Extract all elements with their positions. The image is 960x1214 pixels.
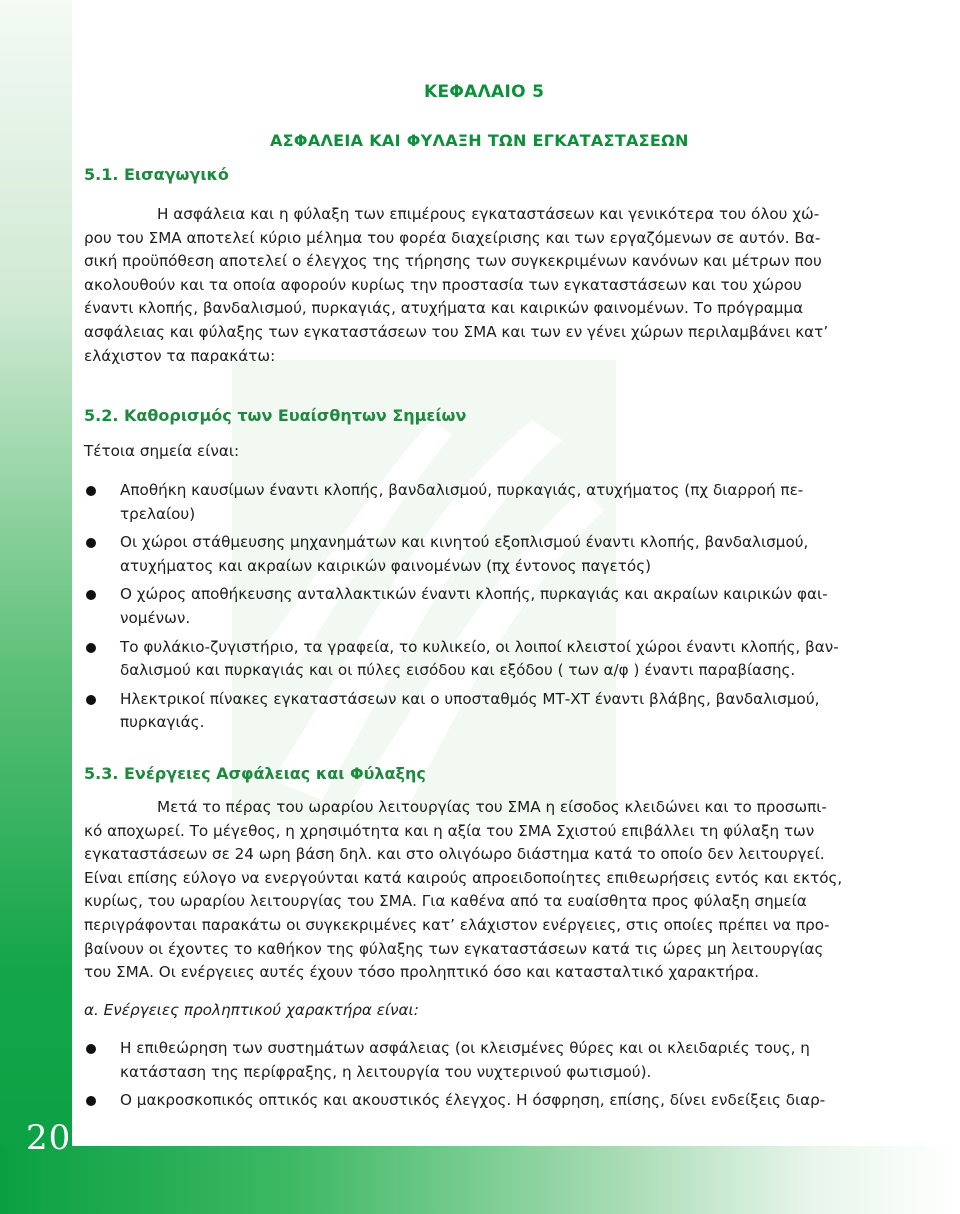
section-3-subheading: α. Ενέργειες προληπτικού χαρακτήρα είναι: [84, 1001, 419, 1019]
page-bottom-bar [0, 1146, 960, 1214]
bullet-icon [86, 590, 96, 600]
sensitive-points-list [84, 479, 880, 735]
list-item-line: κατάσταση της περίφραξης, η λειτουργία του νυχτερινού φωτισμού). [120, 1062, 652, 1081]
preventive-actions-list [84, 1037, 880, 1113]
list-item-line: Οι χώροι στάθμευσης μηχανημάτων και κινητού εξοπλισμού έναντι κλοπής, βανδαλισμού, [120, 533, 809, 552]
list-item-line: Ο χώρος αποθήκευσης ανταλλακτικών έναντι κλοπής, πυρκαγιάς και ακραίων καιρικών φαι- [120, 585, 828, 604]
list-item [84, 688, 880, 735]
paragraph-line: έναντι κλοπής, βανδαλισμού, πυρκαγιάς, ατυχήματα και καιρικών φαινομένων. Το πρόγραμμα [84, 299, 804, 318]
page-side-bar [0, 0, 72, 1214]
list-item [84, 636, 880, 683]
list-item-line: Το φυλάκιο-ζυγιστήριο, τα γραφεία, το κυλικείο, οι λοιποί κλειστοί χώροι έναντι κλοπής, βαν- [120, 637, 839, 656]
list-item [84, 531, 880, 578]
list-item [84, 583, 880, 630]
list-item-line: πυρκαγιάς. [120, 713, 205, 732]
chapter-title: ΑΣΦΑΛΕΙΑ ΚΑΙ ΦΥΛΑΞΗ ΤΩΝ ΕΓΚΑΤΑΣΤΑΣΕΩΝ [270, 131, 689, 150]
section-heading-5-1: 5.1. Εισαγωγικό [84, 165, 229, 184]
list-item-line: ατυχήματος και ακραίων καιρικών φαινομένων (πχ έντονος παγετός) [120, 556, 652, 575]
list-item-line: δαλισμού και πυρκαγιάς και οι πύλες εισόδου και εξόδου ( των α/φ ) έναντι παραβίασης. [120, 661, 796, 680]
list-item-line: Αποθήκη καυσίμων έναντι κλοπής, βανδαλισμού, πυρκαγιάς, ατυχήματος (πχ διαρροή πε- [120, 481, 804, 499]
paragraph-line: περιγράφονται παρακάτω οι συγκεκριμένες κατ’ ελάχιστον ενέργειες, στις οποίες πρέπει να προ- [84, 915, 830, 934]
paragraph-line: ακολουθούν και τα οποία αφορούν κυρίως την προστασία των εγκαταστάσεων και του χώρου [84, 275, 802, 294]
list-item-line: Ο μακροσκοπικός οπτικός και ακουστικός έλεγχος. Η όσφρηση, επίσης, δίνει ενδείξεις διαρ- [120, 1091, 826, 1110]
list-item-line: Η επιθεώρηση των συστημάτων ασφάλειας (οι κλεισμένες θύρες και οι κλειδαριές τους, η [120, 1039, 810, 1057]
section-heading-5-3: 5.3. Ενέργειες Ασφάλειας και Φύλαξης [84, 764, 426, 783]
bullet-icon [86, 486, 96, 496]
section-1-paragraph [84, 203, 880, 368]
section-heading-5-2: 5.2. Καθορισμός των Ευαίσθητων Σημείων [84, 406, 467, 425]
bullet-icon [86, 1096, 96, 1106]
bullet-icon [86, 643, 96, 653]
page-number: 20 [26, 1118, 72, 1158]
paragraph-line: Η ασφάλεια και η φύλαξη των επιμέρους εγκαταστάσεων και γενικότερα του όλου χώ- [157, 205, 820, 223]
list-item [84, 1037, 880, 1084]
paragraph-line: του ΣΜΑ. Οι ενέργειες αυτές έχουν τόσο προληπτικό όσο και κατασταλτικό χαρακτήρα. [84, 963, 760, 982]
list-item-line: νομένων. [120, 608, 191, 627]
paragraph-line: εγκαταστάσεων σε 24 ωρη βάση δηλ. και στο ολιγόωρο διάστημα κατά το οποίο δεν λειτουργεί. [84, 845, 825, 864]
paragraph-line: κό αποχωρεί. Το μέγεθος, η χρησιμότητα και η αξία του ΣΜΑ Σχιστού επιβάλλει τη φύλαξη των [84, 821, 815, 840]
bullet-icon [86, 538, 96, 548]
paragraph-line: σική προϋπόθεση αποτελεί ο έλεγχος της τήρησης των συγκεκριμένων κανόνων και μέτρων που [84, 252, 822, 271]
paragraph-line: ρου του ΣΜΑ αποτελεί κύριο μέλημα του φορέα διαχείρισης και των εργαζόμενων σε αυτόν. Βα- [84, 228, 821, 247]
list-item [84, 1089, 880, 1113]
bullet-icon [86, 1044, 96, 1054]
paragraph-line: Μετά το πέρας του ωραρίου λειτουργίας του ΣΜΑ η είσοδος κλειδώνει και το προσωπι- [157, 798, 827, 816]
list-item-line: Ηλεκτρικοί πίνακες εγκαταστάσεων και ο υποσταθμός ΜΤ-ΧΤ έναντι βλάβης, βανδαλισμού, [120, 689, 820, 708]
list-item-line: τρελαίου) [120, 504, 196, 523]
paragraph-line: ελάχιστον τα παρακάτω: [84, 346, 276, 365]
paragraph-line: ασφάλειας και φύλαξης των εγκαταστάσεων του ΣΜΑ και των εν γένει χώρων περιλαμβάνει κατ’ [84, 322, 829, 341]
paragraph-line: κυρίως, του ωραρίου λειτουργίας του ΣΜΑ. Για καθένα από τα ευαίσθητα προς φύλαξη σημεία [84, 892, 807, 911]
paragraph-line: βαίνουν οι έχοντες το καθήκον της φύλαξης των εγκαταστάσεων κατά τις ώρες μη λειτουργίας [84, 939, 824, 958]
section-2-intro: Τέτοια σημεία είναι: [84, 442, 240, 460]
chapter-label: ΚΕΦΑΛΑΙΟ 5 [424, 82, 545, 102]
paragraph-line: Είναι επίσης εύλογο να ενεργούνται κατά καιρούς απροειδοποίητες επιθεωρήσεις εντός και εκτός, [84, 868, 843, 887]
list-item [84, 479, 880, 526]
bullet-icon [86, 695, 96, 705]
section-3-paragraph [84, 796, 880, 985]
